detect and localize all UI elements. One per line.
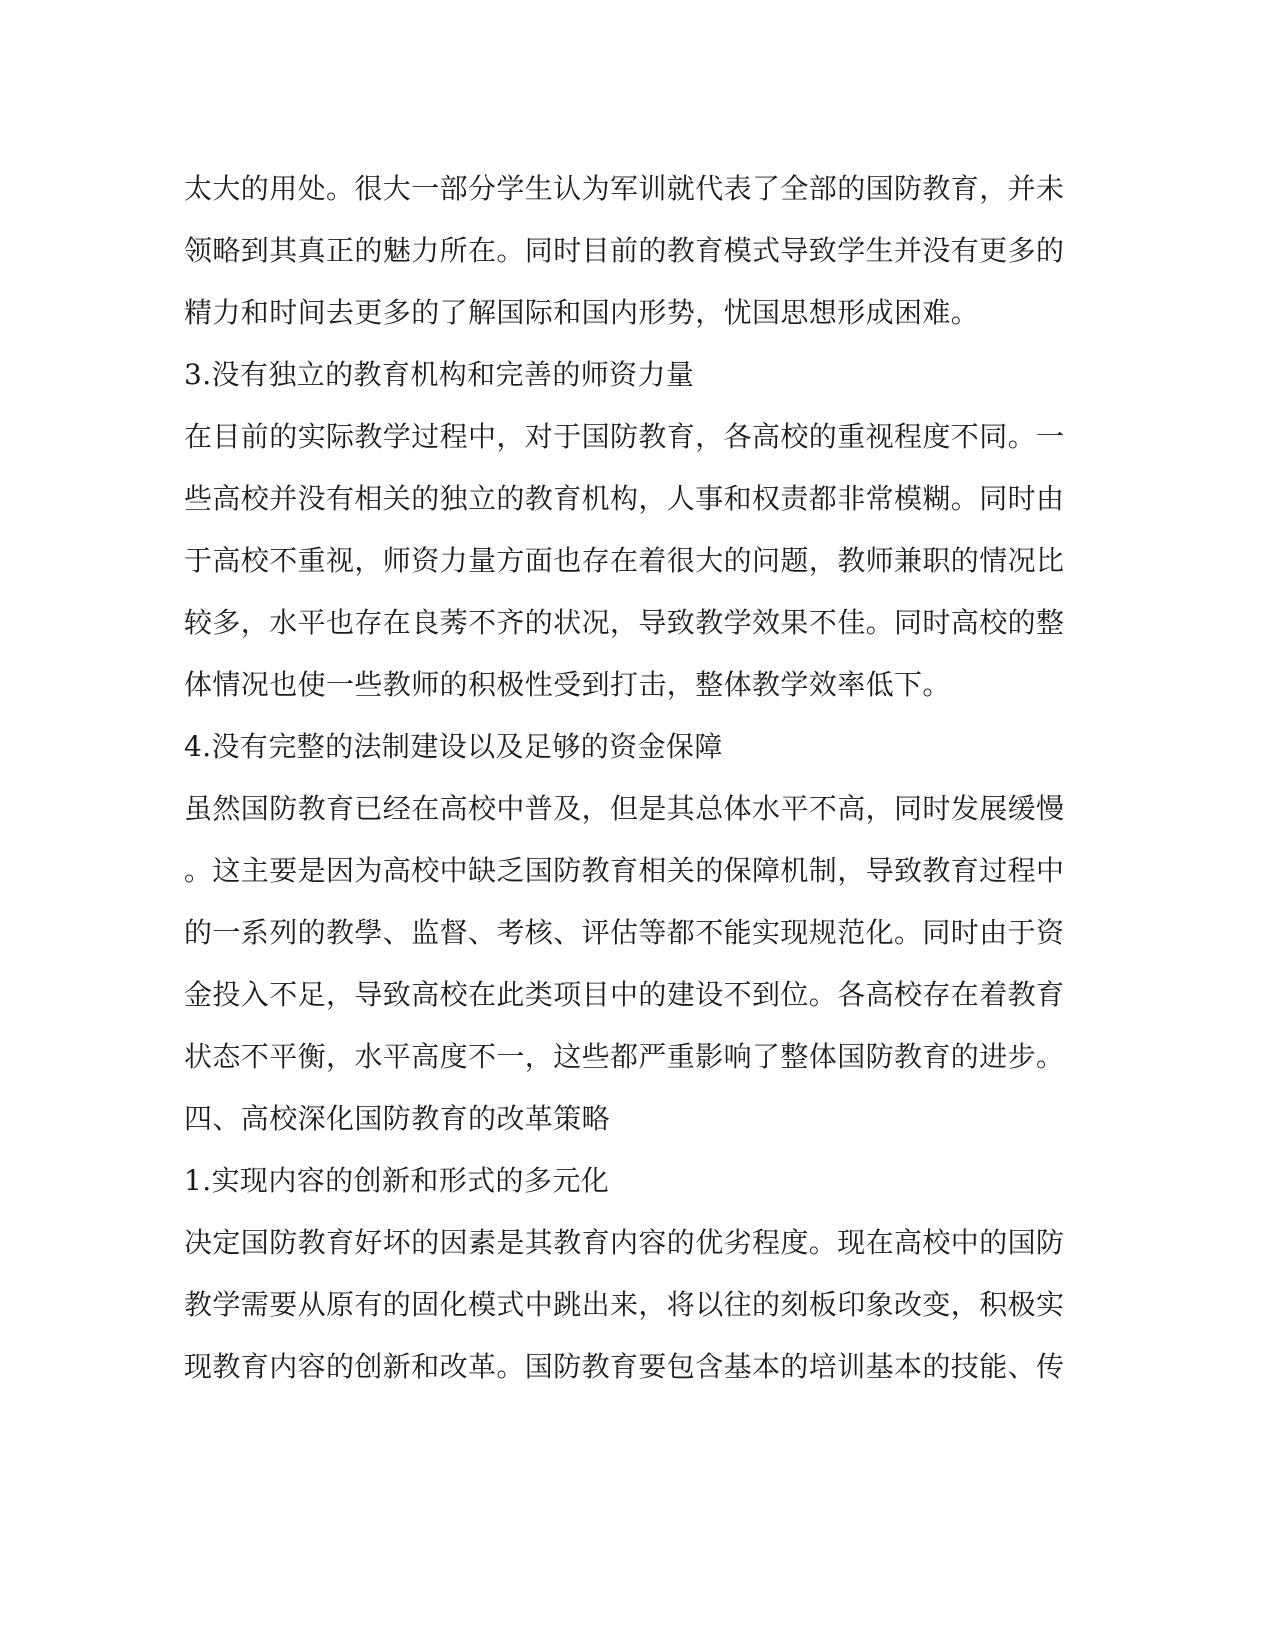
- text-line: 现教育内容的创新和改革。国防教育要包含基本的培训基本的技能、传: [184, 1350, 1065, 1383]
- heading-section-3: [184, 344, 1084, 406]
- text-line: 教学需要从原有的固化模式中跳出来，将以往的刻板印象改变，积极实: [184, 1288, 1065, 1321]
- text-line: 。这主要是因为高校中缺乏国防教育相关的保障机制，导致教育过程中: [184, 854, 1065, 887]
- section-heading: 3.没有独立的教育机构和完善的师资力量: [184, 358, 695, 391]
- section-heading: 4.没有完整的法制建设以及足够的资金保障: [184, 730, 723, 763]
- heading-strategy-1: [184, 1150, 1084, 1212]
- section-heading: 1.实现内容的创新和形式的多元化: [184, 1164, 610, 1197]
- text-line: 太大的用处。很大一部分学生认为军训就代表了全部的国防教育，并未: [184, 172, 1065, 205]
- text-line: 领略到其真正的魅力所在。同时目前的教育模式导致学生并没有更多的: [184, 234, 1065, 267]
- text-line: 金投入不足，导致高校在此类项目中的建设不到位。各高校存在着教育: [184, 978, 1065, 1011]
- text-line: 虽然国防教育已经在高校中普及，但是其总体水平不高，同时发展缓慢: [184, 792, 1065, 825]
- text-line: 体情况也使一些教师的积极性受到打击，整体教学效率低下。: [184, 668, 951, 701]
- text-line: 决定国防教育好坏的因素是其教育内容的优劣程度。现在高校中的国防: [184, 1226, 1065, 1259]
- part-heading: 四、高校深化国防教育的改革策略: [184, 1102, 611, 1135]
- text-line: 些高校并没有相关的独立的教育机构，人事和权责都非常模糊。同时由: [184, 482, 1065, 515]
- text-line: 于高校不重视，师资力量方面也存在着很大的问题，教师兼职的情况比: [184, 544, 1065, 577]
- paragraph-military-training: [184, 158, 1084, 344]
- document-body: [184, 158, 1084, 1398]
- text-line: 精力和时间去更多的了解国际和国内形势，忧国思想形成困难。: [184, 296, 980, 329]
- paragraph-legal-funding: [184, 778, 1084, 1088]
- paragraph-content-innovation: [184, 1212, 1084, 1398]
- text-line: 在目前的实际教学过程中，对于国防教育，各高校的重视程度不同。一: [184, 420, 1065, 453]
- heading-section-4: [184, 716, 1084, 778]
- heading-part-four: [184, 1088, 1084, 1150]
- text-line: 较多，水平也存在良莠不齐的状况，导致教学效果不佳。同时高校的整: [184, 606, 1065, 639]
- text-line: 的一系列的教學、监督、考核、评估等都不能实现规范化。同时由于资: [184, 916, 1065, 949]
- paragraph-teaching-staff: [184, 406, 1084, 716]
- text-line: 状态不平衡，水平高度不一，这些都严重影响了整体国防教育的进步。: [184, 1040, 1065, 1073]
